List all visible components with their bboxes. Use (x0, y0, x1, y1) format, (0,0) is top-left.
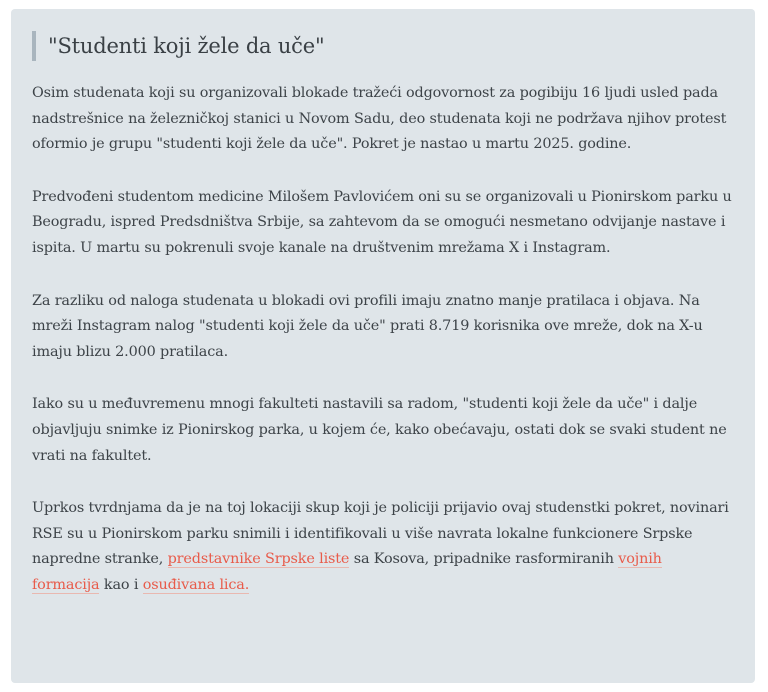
paragraph-5-text-1: Uprkos tvrdnjama da je na toj lokaciji skup koji je policiji prijavio ovaj studenstki pokret, novinari RSE su u Pionirskom parku snimili i identifikovali u više navrata lokalne funkcionere Srpske napredne stranke, (32, 500, 729, 568)
info-box (11, 9, 755, 683)
paragraph-5-text-3: kao i (99, 576, 143, 593)
paragraph-3: Za razliku od naloga studenata u blokadi ovi profili imaju znatno manje pratilaca i objava. Na mreži Instagram nalog "studenti koji žele da uče" prati 8.719 korisnika ove mreže, dok na X-u imaju blizu 2.000 pratilaca. (32, 292, 703, 360)
paragraph-5 (32, 496, 733, 598)
paragraph-5-text-2: sa Kosova, pripadnike rasformiranih (349, 551, 619, 568)
link-osudjivana-lica[interactable]: osuđivana lica. (142, 576, 250, 593)
link-vojne-formacije[interactable]: vojnih formacija (32, 551, 662, 593)
box-title: "Studenti koji žele da uče" (32, 31, 733, 61)
link-srpska-lista[interactable]: predstavnike Srpske liste (167, 551, 350, 568)
paragraph-2: Predvođeni studentom medicine Milošem Pavlovićem oni su se organizovali u Pionirskom parku u Beogradu, ispred Predsdništva Srbije, sa zahtevom da se omogući nesmetano odvijanje nastave i ispita. U martu su pokrenuli svoje kanale na društvenim mrežama X i Instagram. (32, 188, 732, 256)
paragraph-4: Iako su u međuvremenu mnogi fakulteti nastavili sa radom, "studenti koji žele da uče" i dalje objavljuju snimke iz Pionirskog parka, u kojem će, kako obećavaju, ostati dok se svaki student ne vrati na fakultet. (32, 396, 727, 464)
paragraph-1: Osim studenata koji su organizovali blokade tražeći odgovornost za pogibiju 16 ljudi usled pada nadstrešnice na železničkoj stanici u Novom Sadu, deo studenata koji ne podržava njihov protest oformio je grupu "studenti koji žele da uče". Pokret je nastao u martu 2025. godine. (32, 85, 727, 153)
